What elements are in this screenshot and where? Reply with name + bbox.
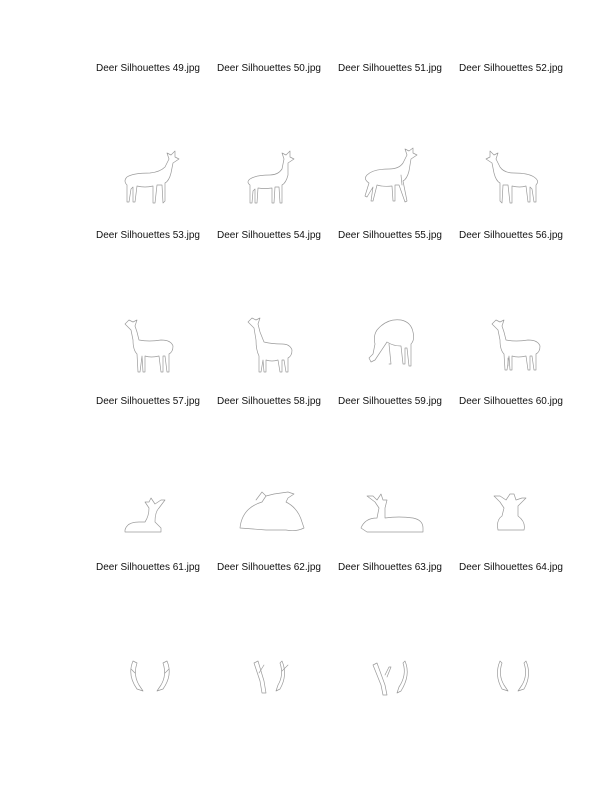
antlers-icon	[468, 645, 558, 719]
deer-standing-icon	[468, 145, 558, 219]
deer-lying-icon	[105, 478, 195, 552]
deer-walking-icon	[347, 145, 437, 219]
fawn-standing-icon	[226, 310, 316, 384]
file-label: Deer Silhouettes 64.jpg	[459, 562, 563, 573]
file-label: Deer Silhouettes 54.jpg	[217, 230, 321, 241]
file-label: Deer Silhouettes 58.jpg	[217, 396, 321, 407]
deer-lying-icon	[347, 478, 437, 552]
file-label: Deer Silhouettes 50.jpg	[217, 63, 321, 74]
file-label: Deer Silhouettes 49.jpg	[96, 63, 200, 74]
antlers-icon	[226, 645, 316, 719]
file-label: Deer Silhouettes 62.jpg	[217, 562, 321, 573]
deer-standing-icon	[105, 145, 195, 219]
deer-standing-icon	[226, 145, 316, 219]
file-label: Deer Silhouettes 53.jpg	[96, 230, 200, 241]
file-label: Deer Silhouettes 60.jpg	[459, 396, 563, 407]
antlers-icon	[105, 645, 195, 719]
deer-grazing-icon	[347, 310, 437, 384]
fawn-standing-icon	[105, 310, 195, 384]
file-label: Deer Silhouettes 51.jpg	[338, 63, 442, 74]
antlers-icon	[347, 645, 437, 719]
file-label: Deer Silhouettes 61.jpg	[96, 562, 200, 573]
file-label: Deer Silhouettes 52.jpg	[459, 63, 563, 74]
deer-lying-icon	[468, 478, 558, 552]
file-label: Deer Silhouettes 56.jpg	[459, 230, 563, 241]
file-label: Deer Silhouettes 59.jpg	[338, 396, 442, 407]
fawn-standing-icon	[468, 310, 558, 384]
deer-lying-icon	[226, 478, 316, 552]
file-label: Deer Silhouettes 57.jpg	[96, 396, 200, 407]
file-label: Deer Silhouettes 55.jpg	[338, 230, 442, 241]
file-label: Deer Silhouettes 63.jpg	[338, 562, 442, 573]
